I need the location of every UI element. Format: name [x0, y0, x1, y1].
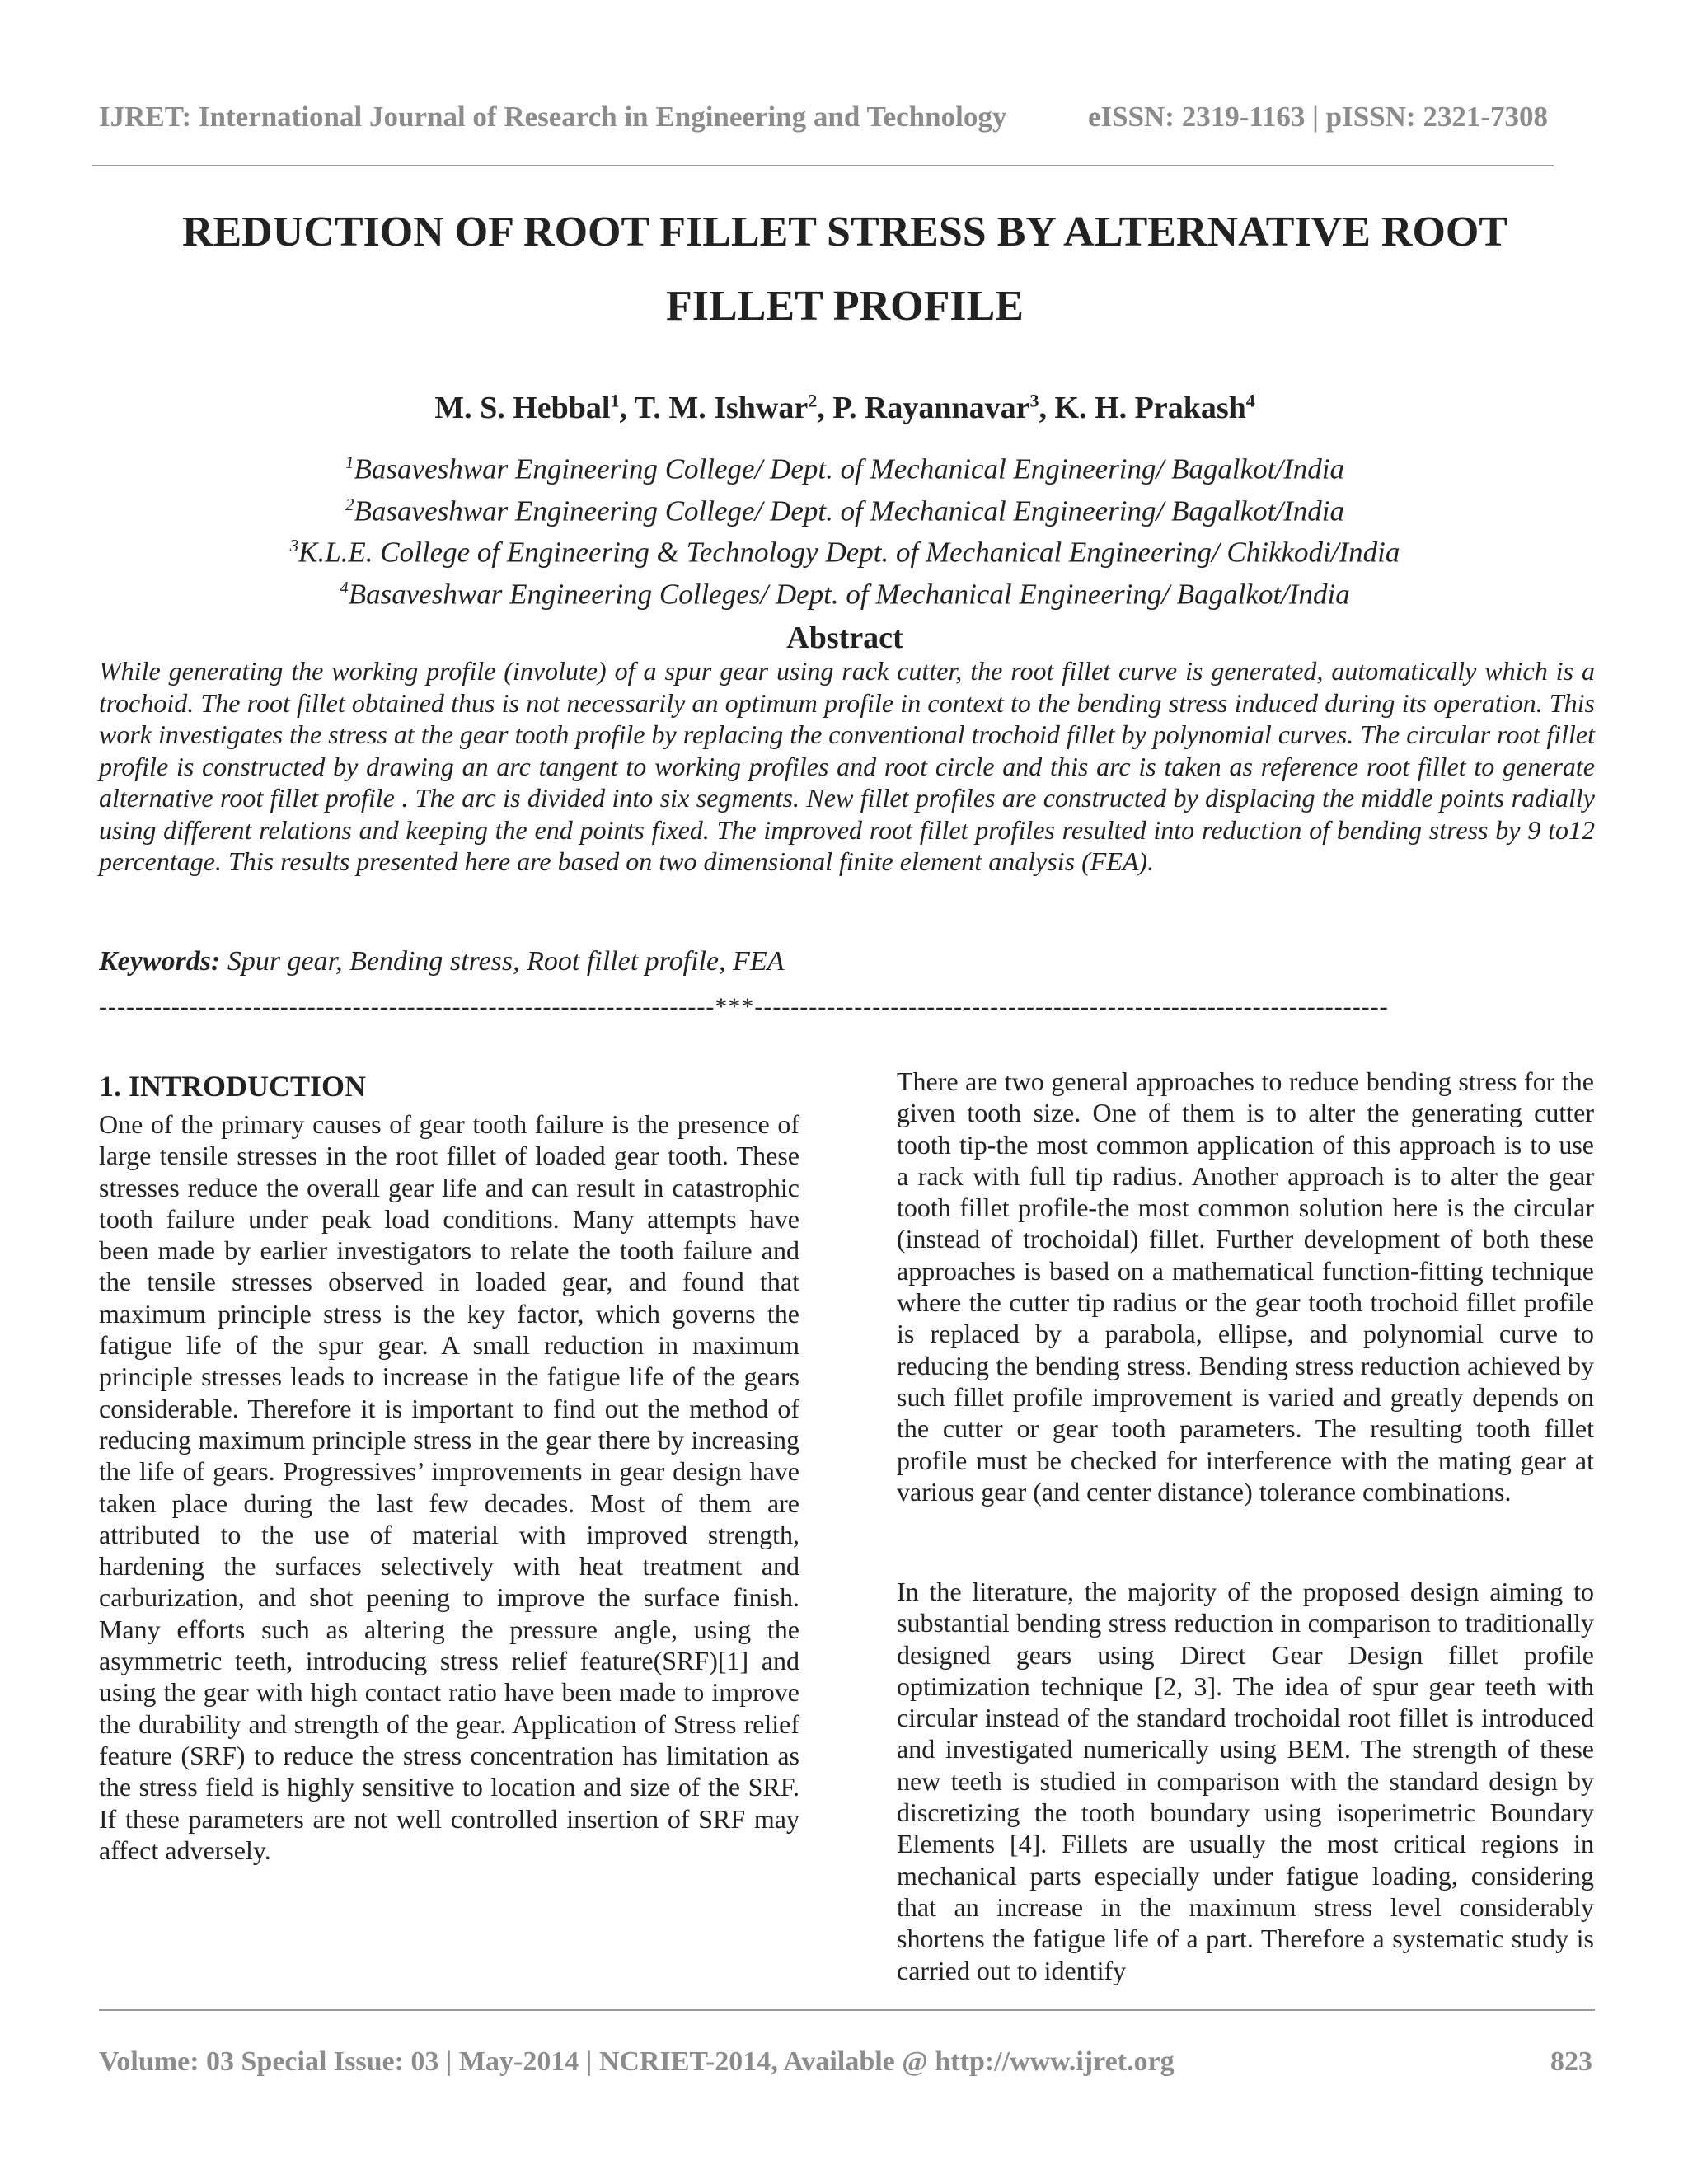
- author-affiliation-mark: 1: [610, 390, 620, 411]
- affiliation-text: Basaveshwar Engineering College/ Dept. of Mechanical Engineering/ Bagalkot/India: [354, 494, 1344, 527]
- journal-header: IJRET: International Journal of Research in Engineering and Technology: [99, 101, 1007, 133]
- affiliation-text: Basaveshwar Engineering College/ Dept. of Mechanical Engineering/ Bagalkot/India: [354, 452, 1344, 485]
- affiliation-line: [99, 528, 1591, 570]
- affiliation-line: [99, 487, 1591, 529]
- keywords-line: [99, 946, 784, 977]
- author-separator: ,: [817, 391, 833, 425]
- author-list: [99, 390, 1591, 426]
- author-affiliation-mark: 4: [1245, 390, 1255, 411]
- affiliation-text: K.L.E. College of Engineering & Technology Dept. of Mechanical Engineering/ Chikkodi/India: [298, 536, 1400, 569]
- intro-right-paragraph-1: There are two general approaches to reduce bending stress for the given tooth size. One of them is to alter the generating cutter tooth tip-the most common application of this approach is to use a rack with full tip radius. Another approach is to alter the gear tooth fillet profile-the most common solution here is the circular (instead of trochoidal) fillet. Further development of both these approaches is based on a mathematical function-fitting technique where the cutter tip radius or the gear tooth trochoid fillet profile is replaced by a parabola, ellipse, and polynomial curve to reducing the bending stress. Bending stress reduction achieved by such fillet profile improvement is varied and greatly depends on the cutter or gear tooth parameters. The resulting tooth fillet profile must be checked for interference with the mating gear at various gear (and center distance) tolerance combinations.: [897, 1066, 1594, 1507]
- affiliation-line: [99, 570, 1591, 612]
- issn-header: eISSN: 2319-1163 | pISSN: 2321-7308: [1087, 101, 1548, 133]
- affiliation-list: [99, 445, 1591, 612]
- author-name: T. M. Ishwar: [634, 391, 809, 425]
- header-rule: [92, 165, 1554, 166]
- affiliation-text: Basaveshwar Engineering Colleges/ Dept. of Mechanical Engineering/ Bagalkot/India: [348, 578, 1350, 611]
- footer-rule: [99, 2009, 1595, 2011]
- section-heading-introduction: 1. INTRODUCTION: [99, 1070, 367, 1103]
- author-name: K. H. Prakash: [1054, 391, 1246, 425]
- affiliation-mark: 4: [340, 577, 349, 598]
- author-separator: ,: [619, 391, 635, 425]
- section-separator: --------------------------------------------------------------------***----------------------------------------------------------------------: [99, 993, 1389, 1020]
- affiliation-mark: 3: [289, 536, 299, 556]
- author-affiliation-mark: 2: [808, 390, 818, 411]
- affiliation-line: [99, 445, 1591, 487]
- author-name: P. Rayannavar: [832, 391, 1030, 425]
- page-number: 823: [1550, 2046, 1592, 2077]
- footer-citation: Volume: 03 Special Issue: 03 | May-2014 | NCRIET-2014, Available @ http://www.ijret.org: [99, 2046, 1175, 2077]
- author-affiliation-mark: 3: [1029, 390, 1039, 411]
- keywords-label: Keywords:: [99, 946, 221, 977]
- author-separator: ,: [1039, 391, 1055, 425]
- paper-title-line-2: FILLET PROFILE: [666, 283, 1024, 330]
- intro-right-paragraph-2: In the literature, the majority of the proposed design aiming to substantial bending stress reduction in comparison to traditionally designed gears using Direct Gear Design fillet profile optimization technique [2, 3]. The idea of spur gear teeth with circular instead of the standard trochoidal root fillet is introduced and investigated numerically using BEM. The strength of these new teeth is studied in comparison with the standard design by discretizing the tooth boundary using isoperimetric Boundary Elements [4]. Fillets are usually the most critical regions in mechanical parts especially under fatigue loading, considering that an increase in the maximum stress level considerably shortens the fatigue life of a part. Therefore a systematic study is carried out to identify: [897, 1577, 1594, 1985]
- keywords-text: Spur gear, Bending stress, Root fillet profile, FEA: [220, 946, 785, 977]
- intro-left-column: One of the primary causes of gear tooth failure is the presence of large tensile stresses in the root fillet of loaded gear tooth. These stresses reduce the overall gear life and can result in catastrophic tooth failure under peak load conditions. Many attempts have been made by earlier investigators to relate the tooth failure and the tensile stresses observed in loaded gear, and found that maximum principle stress is the key factor, which governs the fatigue life of the spur gear. A small reduction in maximum principle stresses leads to increase in the fatigue life of the gears considerable. Therefore it is important to find out the method of reducing maximum principle stress in the gear there by increasing the life of gears. Progressives’ improvements in gear design have taken place during the last few decades. Most of them are attributed to the use of material with improved strength, hardening the surfaces selectively with heat treatment and carburization, and shot peening to improve the surface finish. Many efforts such as altering the pressure angle, using the asymmetric teeth, introducing stress relief feature(SRF)[1] and using the gear with high contact ratio have been made to improve the durability and strength of the gear. Application of Stress relief feature (SRF) to reduce the stress concentration has limitation as the stress field is highly sensitive to location and size of the SRF. If these parameters are not well controlled insertion of SRF may affect adversely.: [99, 1109, 799, 1865]
- paper-title-line-1: REDUCTION OF ROOT FILLET STRESS BY ALTERNATIVE ROOT: [181, 209, 1508, 255]
- author-name: M. S. Hebbal: [434, 391, 611, 425]
- abstract-heading: Abstract: [786, 621, 903, 655]
- affiliation-mark: 2: [345, 494, 354, 514]
- affiliation-mark: 1: [345, 452, 354, 472]
- abstract-body: While generating the working profile (involute) of a spur gear using rack cutter, the root fillet curve is generated, automatically which is a trochoid. The root fillet obtained thus is not necessarily an optimum profile in context to the bending stress induced during its operation. This work investigates the stress at the gear tooth profile by replacing the conventional trochoid fillet by polynomial curves. The circular root fillet profile is constructed by drawing an arc tangent to working profiles and root circle and this arc is taken as reference root fillet to generate alternative root fillet profile . The arc is divided into six segments. New fillet profiles are constructed by displacing the middle points radially using different relations and keeping the end points fixed. The improved root fillet profiles resulted into reduction of bending stress by 9 to12 percentage. This results presented here are based on two dimensional finite element analysis (FEA).: [99, 656, 1595, 876]
